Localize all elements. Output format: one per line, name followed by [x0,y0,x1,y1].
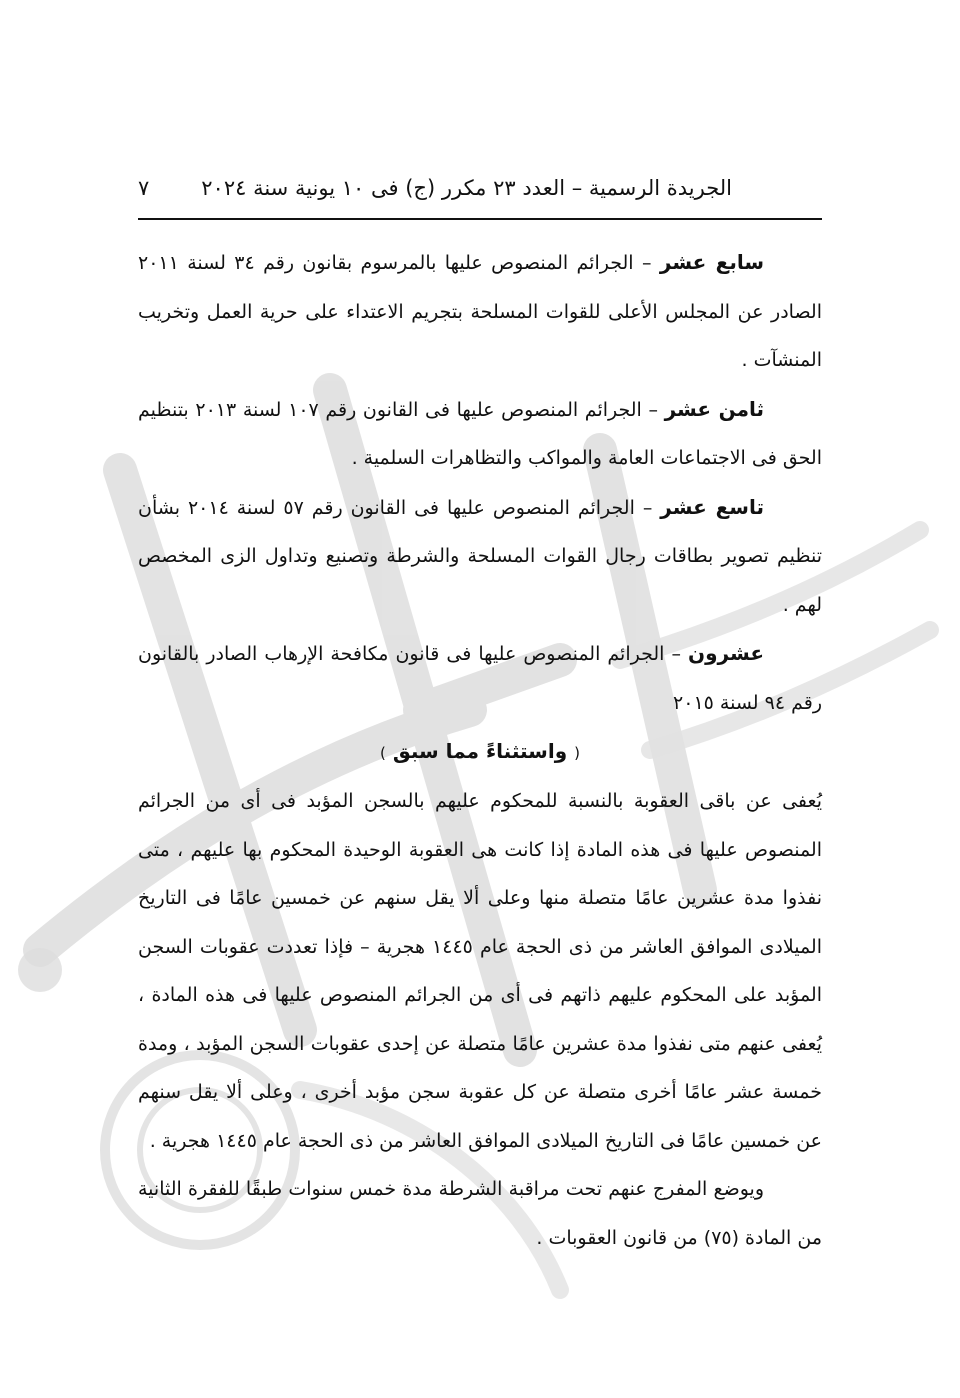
page-header [138,170,822,210]
item-text: – الجرائم المنصوص عليها فى قانون مكافحة الإرهاب الصادر بالقانون رقم ٩٤ لسنة ٢٠١٥ [138,643,822,714]
exception-paragraph: يُعفى عن باقى العقوبة بالنسبة للمحكوم عليهم بالسجن المؤبد فى أى من الجرائم المنصوص عليها فى هذه المادة إذا كانت هى العقوبة الوحيدة المحكوم بها عليهم ، متى نفذوا مدة عشرين عامًا متصلة منها وعلى ألا يقل سنهم عن خمسين عامًا فى التاريخ الميلادى الموافق العاشر من ذى الحجة عام ١٤٤٥ هجرية – فإذا تعددت عقوبات السجن المؤبد على المحكوم عليهم ذاتهم فى أى من الجرائم المنصوص عليها فى هذه المادة ، يُعفى عنهم متى نفذوا مدة عشرين عامًا متصلة عن إحدى عقوبات السجن المؤبد ، ومدة خمسة عشر عامًا أخرى متصلة عن كل عقوبة سجن مؤبد أخرى ، وعلى ألا يقل سنهم عن خمسين عامًا فى التاريخ الميلادى الموافق العاشر من ذى الحجة عام ١٤٤٥ هجرية . [138,790,822,1152]
paragraph-item-20 [138,629,822,727]
item-text: – الجرائم المنصوص عليها فى القانون رقم ٥٧ لسنة ٢٠١٤ بشأن تنظيم تصوير بطاقات رجال القوات المسلحة والشرطة وتصنيع وتداول الزى المخصص لهم . [138,496,822,616]
header-title: الجريدة الرسمية – العدد ٢٣ مكرر (ج) فى ١٠ يونية سنة ٢٠٢٤ [201,176,732,200]
final-paragraph: ويوضع المفرج عنهم تحت مراقبة الشرطة مدة خمس سنوات طبقًا للفقرة الثانية من المادة (٧٥) من قانون العقوبات . [138,1178,822,1249]
item-keyword: تاسع عشر [660,494,764,519]
item-keyword: سابع عشر [659,250,765,274]
heading-open-paren: ( [574,744,580,762]
document-body [138,238,822,1262]
item-keyword: ثامن عشر [664,396,764,421]
paragraph-item-17 [138,238,822,385]
heading-close-paren: ) [380,744,386,762]
item-keyword: عشرون [688,641,764,665]
section-heading [138,727,822,777]
header-divider [138,218,822,220]
heading-text: واستثناءً مما سبق [392,739,568,763]
paragraph-item-18 [138,385,822,483]
item-text: – الجرائم المنصوص عليها بالمرسوم بقانون رقم ٣٤ لسنة ٢٠١١ الصادر عن المجلس الأعلى للقوات المسلحة بتجريم الاعتداء على حرية العمل وتخريب المنشآت . [138,252,822,371]
page-number: ٧ [138,176,150,200]
paragraph-item-19 [138,483,822,630]
item-text: – الجرائم المنصوص عليها فى القانون رقم ١٠٧ لسنة ٢٠١٣ بتنظيم الحق فى الاجتماعات العامة والمواكب والتظاهرات السلمية . [138,398,822,469]
